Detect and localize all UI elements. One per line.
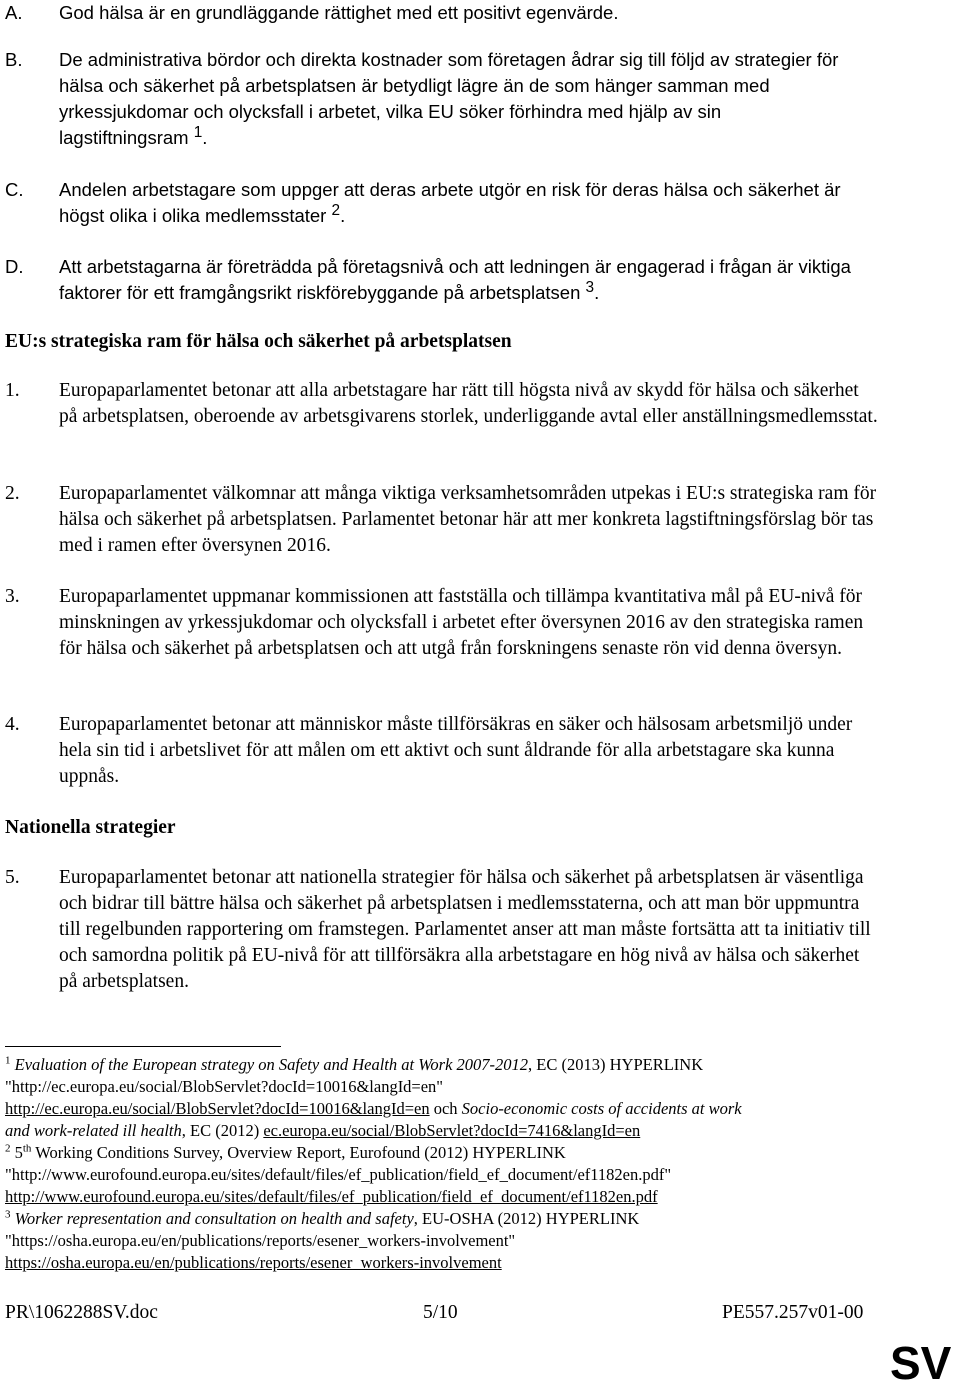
- recital-end: .: [594, 282, 600, 303]
- footnote-number: 2: [5, 1142, 11, 1155]
- footnote-field-code: "http://www.eurofound.europa.eu/sites/default/files/ef_publication/field_ef_document/ef1182en.pdf": [5, 1165, 672, 1184]
- footnote-ref[interactable]: 2: [331, 201, 341, 219]
- footnote-source: Working Conditions Survey, Overview Report, Eurofound (2012) HYPERLINK: [31, 1143, 566, 1162]
- footnote-field-code: "https://osha.europa.eu/en/publications/reports/esener_workers-involvement": [5, 1231, 516, 1250]
- footnote-1: [5, 1054, 905, 1076]
- footnote-source: , EC (2013) HYPERLINK: [528, 1055, 704, 1074]
- recital-end: .: [202, 127, 208, 148]
- footnote-title: Evaluation of the European strategy on Safety and Health at Work 2007-2012: [14, 1055, 529, 1074]
- footnote-ref[interactable]: 1: [193, 123, 203, 141]
- footnote-link[interactable]: http://www.eurofound.europa.eu/sites/default/files/ef_publication/field_ef_document/ef1182en.pdf: [5, 1187, 658, 1206]
- footnote-separator: [5, 1046, 281, 1047]
- footnote-lead-sup: th: [22, 1142, 32, 1155]
- footnote-link[interactable]: https://osha.europa.eu/en/publications/reports/esener_workers-involvement: [5, 1253, 502, 1272]
- footnote-2: [5, 1142, 905, 1164]
- recital-b: [0, 47, 860, 151]
- paragraph-number: 4.: [5, 714, 20, 735]
- paragraph-number: 2.: [5, 483, 20, 504]
- footnote-ref[interactable]: 3: [585, 278, 595, 296]
- paragraph-number: 3.: [5, 586, 20, 607]
- footnote-title: and work-related ill health: [5, 1121, 182, 1140]
- footnote-field-code: "http://ec.europa.eu/social/BlobServlet?docId=10016&langId=en": [5, 1077, 444, 1096]
- recital-text: Andelen arbetstagare som uppger att deras arbete utgör en risk för deras hälsa och säkerhet är högst olika i olika medlemsstater: [59, 179, 841, 226]
- footnotes: [5, 1054, 905, 1274]
- recital-a: [0, 0, 900, 26]
- recital-label: C.: [5, 179, 24, 200]
- paragraph-text: Europaparlamentet välkomnar att många viktiga verksamhetsområden utpekas i EU:s strategiska ram för hälsa och säkerhet på arbetsplatsen. Parlamentet betonar här att mer konkreta lagstiftningsförslag bör tas med i ramen efter översynen 2016.: [59, 483, 877, 556]
- footer-page-number: 5/10: [423, 1302, 458, 1323]
- paragraph-number: 5.: [5, 867, 20, 888]
- recital-text: De administrativa bördor och direkta kostnader som företagen ådrar sig till följd av strategier för hälsa och säkerhet på arbetsplatsen är betydligt lägre än de som hänger samman med yrkessjukdomar och olycksfall i arbetet, vilka EU söker förhindra med hjälp av sin lagstiftningsram: [59, 49, 839, 148]
- recital-label: A.: [5, 2, 23, 23]
- paragraph-3: [0, 584, 880, 662]
- paragraph-number: 1.: [5, 380, 20, 401]
- paragraph-text: Europaparlamentet uppmanar kommissionen att fastställa och tillämpa kvantitativa mål på EU-nivå för minskningen av yrkessjukdomar och olycksfall i arbetet efter översynen 2016 av den strategiska ramen för hälsa och säkerhet på arbetsplatsen och att utgå från forskningens senaste rön vid denna översyn.: [59, 586, 864, 659]
- footnote-3: [5, 1208, 905, 1230]
- language-code: SV: [890, 1337, 952, 1389]
- footnote-link[interactable]: ec.europa.eu/social/BlobServlet?docId=7416&langId=en: [263, 1121, 641, 1140]
- paragraph-1: [0, 378, 880, 430]
- paragraph-text: Europaparlamentet betonar att människor måste tillförsäkras en säker och hälsosam arbetsmiljö under hela sin tid i arbetslivet för att målen om ett aktivt och sunt åldrande för alla arbetstagare ska kunna uppnås.: [59, 714, 853, 787]
- recital-text: Att arbetstagarna är företrädda på företagsnivå och att ledningen är engagerad i frågan är viktiga faktorer för ett framgångsrikt riskförebyggande på arbetsplatsen: [59, 256, 851, 303]
- footnote-lead: 5: [14, 1143, 23, 1162]
- footnote-source: , EU-OSHA (2012) HYPERLINK: [413, 1209, 640, 1228]
- footer-doc-ref: PR\1062288SV.doc: [5, 1302, 158, 1323]
- paragraph-2: [0, 481, 880, 559]
- paragraph-4: [0, 712, 880, 790]
- paragraph-text: Europaparlamentet betonar att nationella strategier för hälsa och säkerhet på arbetsplatsen är väsentliga och bidrar till bättre hälsa och säkerhet på arbetsplatsen i medlemsstaterna, och att man bör uppmuntra till regelbunden rapportering om framstegen. Parlamentet anser att man måste fortsätta att ta initiativ till och samordna politik på EU-nivå för att tillförsäkra alla arbetstagare en hög nivå av hälsa och säkerhet på arbetsplatsen.: [59, 867, 871, 992]
- recital-text: God hälsa är en grundläggande rättighet med ett positivt egenvärde.: [59, 2, 619, 23]
- footnote-conjunction: och: [429, 1099, 462, 1118]
- footer-pe-ref: PE557.257v01-00: [722, 1302, 864, 1323]
- recital-d: [0, 254, 900, 306]
- recital-end: .: [340, 205, 346, 226]
- footnote-title: Worker representation and consultation on health and safety: [14, 1209, 414, 1228]
- paragraph-text: Europaparlamentet betonar att alla arbetstagare har rätt till högsta nivå av skydd för hälsa och säkerhet på arbetsplatsen, oberoende av arbetsgivarens storlek, underliggande avtal eller anställningsmedlemsstat.: [59, 380, 878, 427]
- footnote-title: Socio-economic costs of accidents at work: [461, 1099, 742, 1118]
- recital-c: [0, 177, 860, 229]
- paragraph-5: [0, 865, 880, 995]
- recital-label: D.: [5, 256, 24, 277]
- footnote-link[interactable]: http://ec.europa.eu/social/BlobServlet?docId=10016&langId=en: [5, 1099, 430, 1118]
- footnote-number: 1: [5, 1054, 11, 1067]
- section-heading: Nationella strategier: [5, 817, 176, 838]
- footnote-source: , EC (2012): [181, 1121, 264, 1140]
- recital-label: B.: [5, 49, 23, 70]
- section-heading: EU:s strategiska ram för hälsa och säkerhet på arbetsplatsen: [5, 331, 512, 352]
- footnote-number: 3: [5, 1208, 11, 1221]
